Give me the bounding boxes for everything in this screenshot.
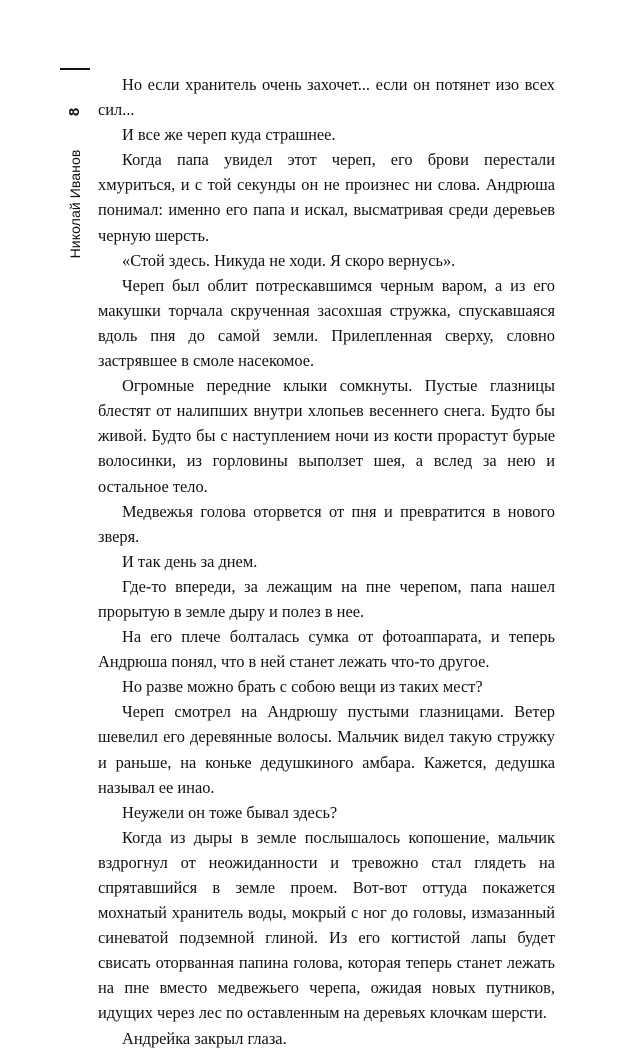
paragraph: Но если хранитель очень захочет... если он потянет изо всех сил... xyxy=(98,75,555,120)
paragraph: Неужели он тоже бывал здесь? xyxy=(122,802,338,822)
paragraph: Андрейка закрыл глаза. xyxy=(122,1028,287,1048)
paragraph: Медвежья голова оторвется от пня и превратится в нового зверя. xyxy=(98,501,555,546)
paragraph: «Стой здесь. Никуда не ходи. Я скоро вернусь». xyxy=(122,250,456,270)
paragraph: Где-то впереди, за лежащим на пне черепом, папа нашел прорытую в земле дыру и полез в нее. xyxy=(98,576,555,621)
paragraph: Огромные передние клыки сомкнуты. Пустые глазницы блестят от налипших внутри хлопьев весеннего снега. Будто бы живой. Будто бы с наступлением ночи из кости прорастут бурые волосинки, из горловины выползет шея, а вслед за нею и остальное тело. xyxy=(98,376,555,496)
paragraph: И все же череп куда страшнее. xyxy=(122,125,336,145)
paragraph: На его плече болталась сумка от фотоаппарата, и теперь Андрюша понял, что в ней станет лежать что-то другое. xyxy=(98,627,555,672)
header-rule xyxy=(60,68,90,70)
paragraph: Когда папа увидел этот череп, его брови перестали хмуриться, и с той секунды он не произнес ни слова. Андрюша понимал: именно его папа и искал, высматривая среди деревьев черную шерсть. xyxy=(98,150,555,245)
paragraph: Череп был облит потрескавшимся черным варом, а из его макушки торчала скрученная засохшая стружка, спускавшаяся вдоль пня до самой земли. Прилепленная сверху, словно застрявшее в смоле насекомое. xyxy=(98,275,555,371)
running-head-author: Николай Иванов xyxy=(67,149,83,259)
body-text xyxy=(98,72,555,1051)
paragraph: Но разве можно брать с собою вещи из таких мест? xyxy=(122,677,483,697)
paragraph: И так день за днем. xyxy=(122,551,258,571)
page-number: 8 xyxy=(66,107,83,117)
paragraph: Когда из дыры в земле послышалось копошение, мальчик вздрогнул от неожиданности и тревожно стал глядеть на спрятавшийся в земле проем. Вот-вот оттуда покажется мохнатый хранитель воды, мокрый с ног до головы, измазанный синеватой подземной глиной. Из его когтистой лапы будет свисать оторванная папина голова, которая теперь станет лежать на пне вместо медвежьего черепа, ожидая новых путников, идущих через лес по оставленным на деревьях клочкам шерсти. xyxy=(98,827,555,1023)
paragraph: Череп смотрел на Андрюшу пустыми глазницами. Ветер шевелил его деревянные волосы. Мальчик видел такую стружку и раньше, на коньке дедушкиного амбара. Кажется, дедушка называл ее инао. xyxy=(98,702,555,797)
